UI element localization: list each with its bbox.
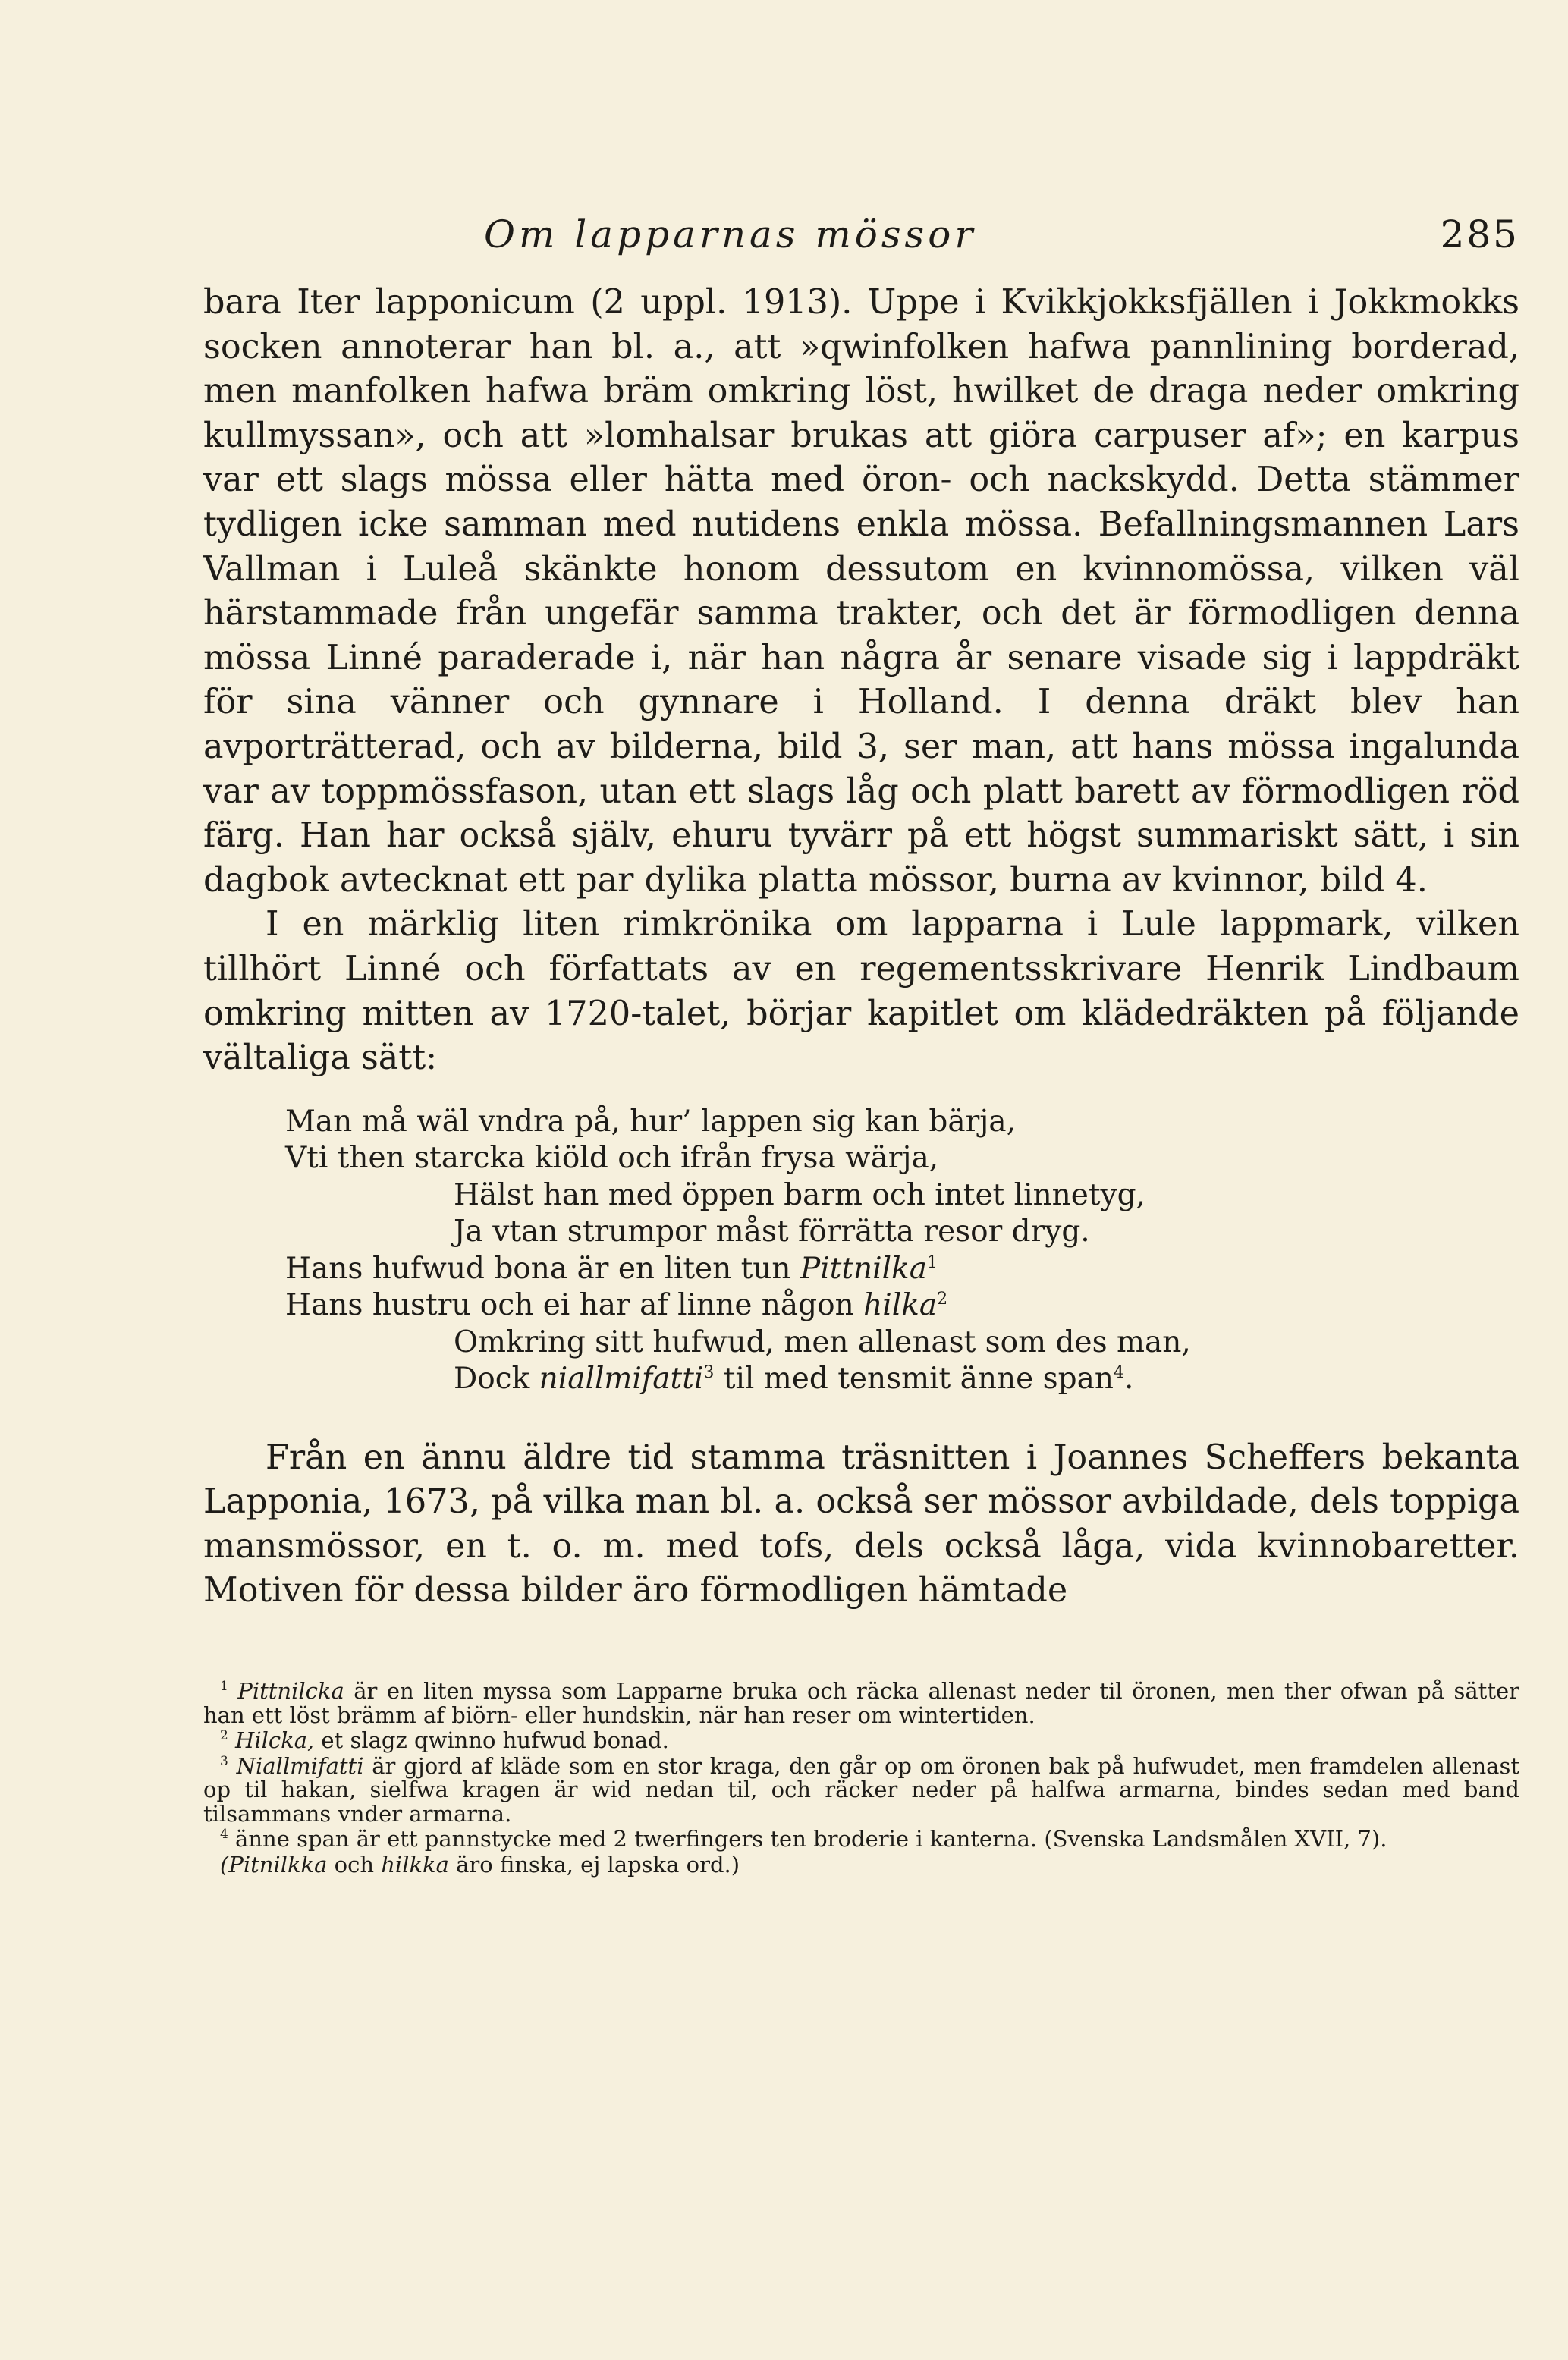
footnote-1 bbox=[203, 1680, 1519, 1727]
paragraph-2: I en märklig liten rimkrönika om lapparna i Lule lappmark, vilken tillhört Linné och författats av en regementsskrivare Henrik Lindbaum omkring mitten av 1720-talet, börjar kapitlet om klädedräkten på följande vältaliga sätt: bbox=[203, 905, 1519, 1078]
footnote-1-text: är en liten myssa som Lapparne bruka och räcka allenast neder til öronen, men ther ofwan på sätter han ett löst brämm af biörn- eller hundskin, när han reser om wintertiden. bbox=[203, 1678, 1520, 1728]
footnote-2-text: et slagz qwinno hufwud bonad. bbox=[314, 1727, 669, 1753]
footnote-ref-3: 3 bbox=[703, 1363, 715, 1383]
poem-word-hilka: hilka bbox=[863, 1288, 938, 1323]
footnote-3 bbox=[203, 1752, 1519, 1827]
footnote-3-term: Niallmifatti bbox=[236, 1752, 364, 1779]
footnote-ref-2: 2 bbox=[937, 1290, 948, 1309]
poem-line-5 bbox=[285, 1251, 1519, 1288]
poem-word-pittnilka: Pittnilka bbox=[800, 1251, 927, 1286]
footnotes bbox=[203, 1680, 1519, 1877]
page-header bbox=[203, 212, 1519, 273]
footnote-4-mark: 4 bbox=[220, 1827, 228, 1842]
poem-line-1: Man må wäl vndra på, hur’ lappen sig kan bärja, bbox=[285, 1104, 1017, 1139]
closing-end: äro finska, ej lapska ord.) bbox=[448, 1851, 740, 1878]
footnote-2-term: Hilcka, bbox=[235, 1727, 315, 1753]
footnote-4 bbox=[203, 1827, 1519, 1852]
poem-line-6 bbox=[285, 1287, 1519, 1325]
poem-line-5-text: Hans hufwud bona är en liten tun bbox=[285, 1251, 800, 1286]
poem-line-4: Ja vtan strumpor måst förrätta resor dryg. bbox=[454, 1215, 1090, 1249]
poem-line-2: Vti then starcka kiöld och ifrån frysa wärja, bbox=[285, 1141, 939, 1176]
footnote-3-mark: 3 bbox=[220, 1753, 228, 1769]
closing-term-pitnilkka: (Pitnilkka bbox=[220, 1851, 328, 1878]
paragraph-3: Från en ännu äldre tid stamma träsnitten i Joannes Scheffers bekanta Lapponia, 1673, på vilka man bl. a. också ser mössor avbildade, dels toppiga mansmössor, en t. o. m. med tofs, dels också låga, vida kvinnobaretter. Motiven för dessa bilder äro förmodligen hämtade bbox=[203, 1438, 1519, 1611]
footnote-2-mark: 2 bbox=[220, 1728, 228, 1743]
footnote-4-text: änne span är ett pannstycke med 2 twerfingers ten broderie i kanterna. (Svenska Landsmålen XVII, 7). bbox=[228, 1826, 1387, 1852]
poem-line-3: Hälst han med öppen barm och intet linnetyg, bbox=[454, 1177, 1145, 1212]
footnote-3-text: är gjord af kläde som en stor kraga, den går op om öronen bak på hufwudet, men framdelen allenast op til hakan, sielfwa kragen är wid nedan til, och räcker neder på halfwa armarna, bindes sedan med band tilsammans vnder armarna. bbox=[203, 1752, 1519, 1827]
poem-line-8-end: . bbox=[1123, 1362, 1134, 1397]
body-text bbox=[203, 281, 1519, 1614]
poem-line-6-text: Hans hustru och ei har af linne någon bbox=[285, 1288, 864, 1323]
footnote-1-term: Pittnilcka bbox=[237, 1678, 344, 1704]
footnote-2 bbox=[203, 1729, 1519, 1753]
paragraph-1: bara Iter lapponicum (2 uppl. 1913). Uppe i Kvikkjokksfjällen i Jokkmokks socken annoterar han bl. a., att »qwinfolken hafwa pannlining borderad, men manfolken hafwa bräm omkring löst, hwilket de draga neder omkring kullmyssan», och att »lomhalsar brukas att giöra carpuser af»; en karpus var ett slags mössa eller hätta med öron- och nackskydd. Detta stämmer tydligen icke samman med nutidens enkla mössa. Befallningsmannen Lars Vallman i Luleå skänkte honom dessutom en kvinnomössa, vilken väl härstammade från ungefär samma trakter, och det är förmodligen denna mössa Linné paraderade i, när han några år senare visade sig i lappdräkt för sina vänner och gynnare i Holland. I denna dräkt blev han avporträtterad, och av bilderna, bild 3, ser man, att hans mössa ingalunda var av toppmössfason, utan ett slags låg och platt barett av förmodligen röd färg. Han har också själv, ehuru tyvärr på ett högst summariskt sätt, i sin dagbok avtecknat ett par dylika platta mössor, burna av kvinnor, bild 4. bbox=[203, 283, 1519, 900]
footnote-ref-4: 4 bbox=[1113, 1363, 1124, 1383]
poem-quotation bbox=[285, 1104, 1519, 1398]
closing-mid: och bbox=[327, 1851, 382, 1878]
closing-term-hilkka: hilkka bbox=[381, 1851, 449, 1878]
footnote-closing-note bbox=[203, 1853, 1519, 1878]
running-title: Om lapparnas mössor bbox=[484, 212, 977, 256]
footnote-ref-1: 1 bbox=[926, 1252, 938, 1272]
poem-line-8-pre: Dock bbox=[454, 1362, 539, 1397]
poem-line-8-text: til med tensmit änne span bbox=[714, 1362, 1114, 1397]
poem-line-8 bbox=[285, 1361, 1519, 1398]
page-number: 285 bbox=[1440, 212, 1519, 256]
poem-word-niallmifatti: niallmifatti bbox=[539, 1362, 704, 1397]
poem-line-7: Omkring sitt hufwud, men allenast som des man, bbox=[454, 1325, 1191, 1359]
footnote-1-mark: 1 bbox=[220, 1679, 228, 1694]
